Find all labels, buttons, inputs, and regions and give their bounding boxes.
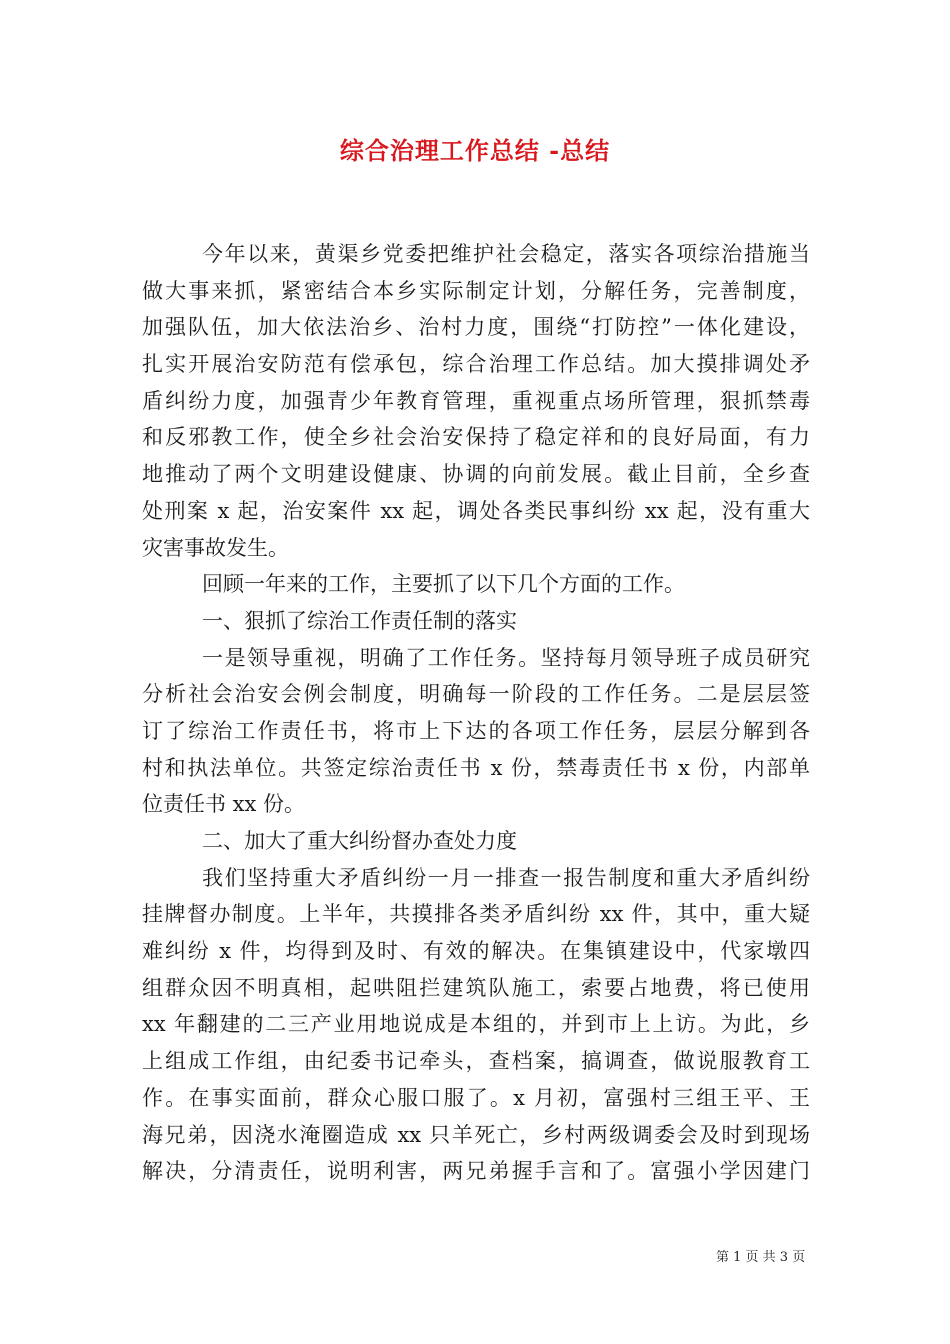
- document-body: [142, 236, 810, 1190]
- page-number-footer: 第 1 页 共 3 页: [716, 1250, 806, 1265]
- text-line: 扎实开展治安防范有偿承包，综合治理工作总结。加大摸排调处矛: [142, 352, 810, 377]
- text-line: xx 年翻建的二三产业用地说成是本组的，并到市上上访。为此，乡: [142, 1012, 810, 1037]
- text-line: 位责任书 xx 份。: [142, 792, 306, 817]
- text-line: 订了综治工作责任书，将市上下达的各项工作任务，层层分解到各: [142, 718, 810, 743]
- text-line: 解决，分清责任，说明利害，两兄弟握手言和了。富强小学因建门: [142, 1159, 810, 1184]
- text-line: 我们坚持重大矛盾纠纷一月一排查一报告制度和重大矛盾纠纷: [202, 865, 810, 890]
- text-line: 难纠纷 x 件，均得到及时、有效的解决。在集镇建设中，代家墩四: [142, 939, 810, 964]
- text-line: 处刑案 x 起，治安案件 xx 起，调处各类民事纠纷 xx 起，没有重大: [142, 498, 810, 523]
- text-line: 一是领导重视，明确了工作任务。坚持每月领导班子成员研究: [202, 645, 810, 670]
- text-line: 做大事来抓，紧密结合本乡实际制定计划，分解任务，完善制度，: [142, 278, 810, 303]
- text-line: 今年以来，黄渠乡党委把维护社会稳定，落实各项综治措施当: [202, 242, 810, 266]
- text-line: 海兄弟，因浇水淹圈造成 xx 只羊死亡，乡村两级调委会及时到现场: [142, 1122, 810, 1147]
- text-line: 一、狠抓了综治工作责任制的落实: [202, 608, 517, 633]
- text-line: 村和执法单位。共签定综治责任书 x 份，禁毒责任书 x 份，内部单: [142, 755, 810, 780]
- text-line: 回顾一年来的工作，主要抓了以下几个方面的工作。: [202, 572, 685, 597]
- text-line: 和反邪教工作，使全乡社会治安保持了稳定祥和的良好局面，有力: [142, 425, 810, 450]
- text-line: 挂牌督办制度。上半年，共摸排各类矛盾纠纷 xx 件，其中，重大疑: [142, 902, 810, 927]
- text-line: 上组成工作组，由纪委书记牵头，查档案，搞调查，做说服教育工: [142, 1049, 810, 1074]
- text-line: 地推动了两个文明建设健康、协调的向前发展。截止目前，全乡查: [142, 462, 810, 487]
- text-line: 组群众因不明真相，起哄阻拦建筑队施工，索要占地费，将已使用: [142, 975, 810, 1000]
- text-line: 灾害事故发生。: [142, 535, 289, 560]
- text-line: 分析社会治安会例会制度，明确每一阶段的工作任务。二是层层签: [142, 682, 810, 707]
- text-line: 作。在事实面前，群众心服口服了。x 月初，富强村三组王平、王: [142, 1085, 810, 1110]
- text-line: 加强队伍，加大依法治乡、治村力度，围绕“打防控”一体化建设，: [142, 315, 810, 340]
- text-line: 盾纠纷力度，加强青少年教育管理，重视重点场所管理，狠抓禁毒: [142, 388, 810, 413]
- text-line: 二、加大了重大纠纷督办查处力度: [202, 829, 517, 853]
- document-title: 综合治理工作总结 -总结: [339, 136, 611, 165]
